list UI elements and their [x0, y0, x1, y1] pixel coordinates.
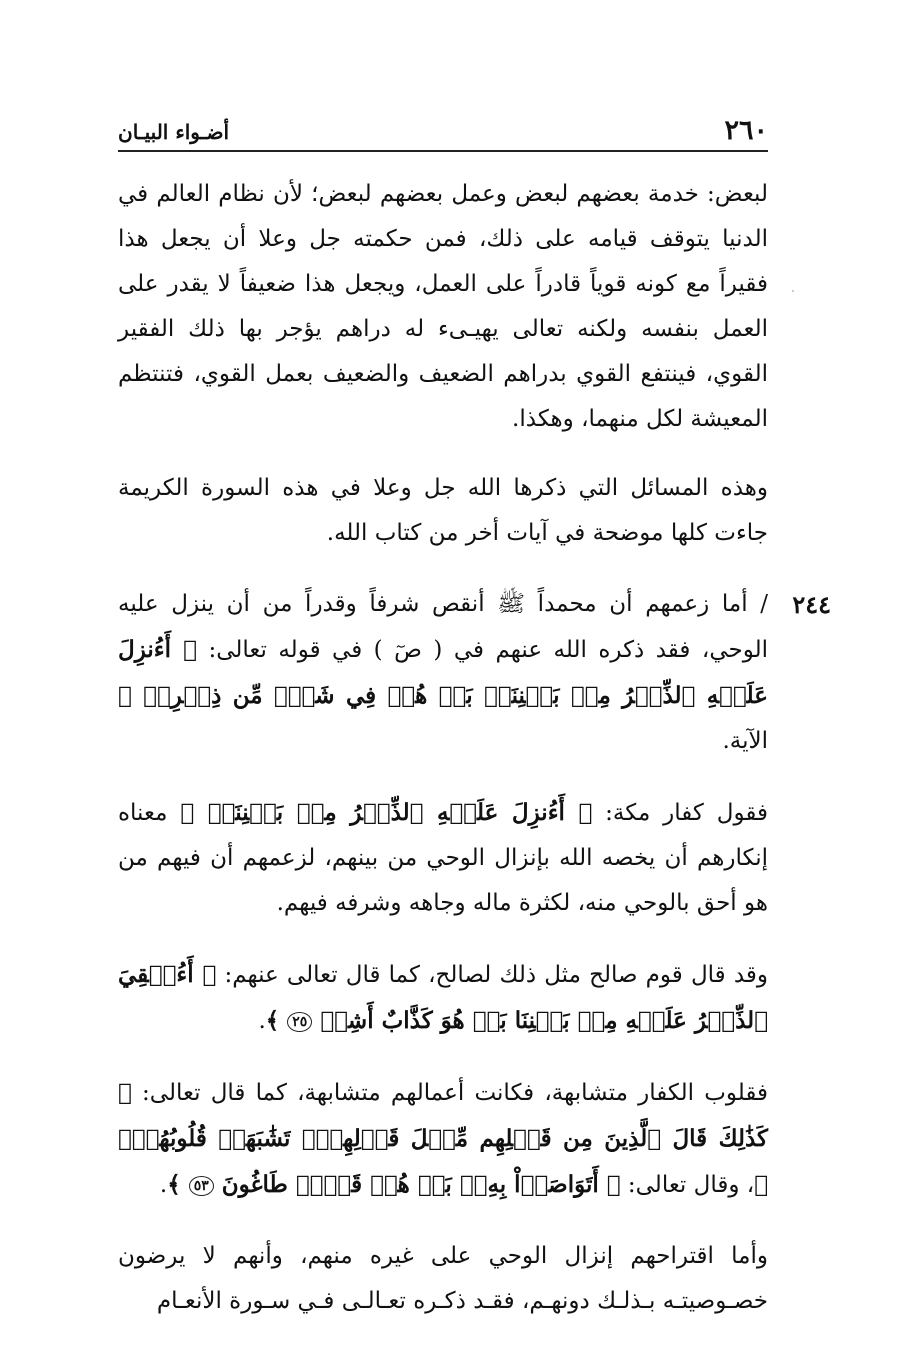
paragraph-text: فقول كفار مكة:	[592, 800, 768, 826]
paragraph-text: معناه إنكارهم أن يخصه الله بإنزال الوحي من بينهم، لزعمهم أن فيهم من هو أحق بالوحي منه، لكثرة ماله وجاهه وشرفه فيهم.	[118, 800, 768, 916]
paragraph-3	[118, 582, 831, 764]
quran-verse-close: ﴾	[167, 1171, 189, 1198]
paragraph-5	[118, 952, 768, 1044]
quran-verse	[167, 1171, 620, 1198]
page-header	[118, 106, 768, 152]
paragraph-text: وقد قال قوم صالح مثل ذلك لصالح، كما قال تعالى عنهم:	[216, 962, 768, 988]
page-number: ٢٦٠	[724, 115, 768, 146]
paragraph-2	[118, 466, 768, 556]
running-title: أضـواء البيـان	[118, 120, 230, 144]
paragraph-7	[118, 1234, 768, 1324]
paragraph-text: / أما زعمهم أن محمداً ﷺ أنقص شرفاً وقدراً من أن ينزل عليه الوحي، فقد ذكره الله عنهم في ( صٓ ) في قوله تعالى:	[118, 591, 768, 663]
paragraph-1	[118, 172, 768, 442]
quran-verse: ﴿ كَذَٰلِكَ قَالَ ٱلَّذِينَ مِن قَبۡلِهِم مِّثۡلَ قَوۡلِهِمۡۘ تَشَٰبَهَتۡ قُلُوبُهُمۡۗ ﴾	[118, 1079, 768, 1198]
quran-verse: ﴿ أَءُنزِلَ عَلَيۡهِ ٱلذِّكۡرُ مِنۢ بَيۡنِنَاۚ بَلۡ هُمۡ فِي شَكّٖ مِّن ذِكۡرِيۚ ﴾	[118, 636, 768, 709]
paragraph-text: .	[258, 1008, 266, 1034]
scan-speck	[792, 290, 794, 292]
paragraph-6	[118, 1070, 768, 1208]
quran-verse: ﴿ أَءُنزِلَ عَلَيۡهِ ٱلذِّكۡرُ مِنۢ بَيۡنِنَاۚ ﴾	[180, 799, 593, 826]
paragraph-text: لبعض: خدمة بعضهم لبعض وعمل بعضهم لبعض؛ لأن نظام العالم في الدنيا يتوقف قيامه على ذلك، فمن حكمته جل وعلا أن يجعل هذا فقيراً مع كونه قوياً قادراً على العمل، ويجعل هذا ضعيفاً لا يقدر على العمل بنفسه ولكنه تعالى يهيـىء له دراهم يؤجر بها ذلك الفقير القوي، فينتفع القوي بدراهم الضعيف والضعيف بعمل القوي، فتنتظم المعيشة لكل منهما، وهكذا.	[118, 181, 768, 432]
paragraph-text: وهذه المسائل التي ذكرها الله جل وعلا في هذه السورة الكريمة جاءت كلها موضحة في آيات أخر من كتاب الله.	[118, 475, 768, 546]
page-body	[118, 172, 831, 1350]
verse-number-marker: ٢٥	[287, 1012, 312, 1032]
quran-verse-text: ﴿ أَتَوَاصَوۡاْ بِهِۦۚ بَلۡ هُمۡ قَوۡمٞ طَاغُونَ	[221, 1171, 621, 1198]
paragraph-text: وأما اقتراحهم إنزال الوحي على غيره منهم، وأنهم لا يرضون خصـوصيتـه بـذلـك دونهـم، فقـد ذكـره تعـالـى فـي سـورة الأنعـام	[118, 1243, 768, 1314]
quran-verse-close: ﴾	[265, 1007, 288, 1034]
paragraph-text: .	[159, 1172, 168, 1198]
paragraph-4	[118, 790, 768, 926]
verse-number-marker: ٥٣	[189, 1176, 214, 1196]
margin-page-number: ٢٤٤	[792, 590, 831, 619]
paragraph-text: ، وقال تعالى:	[620, 1172, 755, 1198]
paragraph-text: الآية.	[722, 728, 768, 754]
paragraph-text: فقلوب الكفار متشابهة، فكانت أعمالهم متشابهة، كما قال تعالى:	[131, 1080, 768, 1106]
quran-verse-text: ﴿ أَءُلۡقِيَ ٱلذِّكۡرُ عَلَيۡهِ مِنۢ بَيۡنِنَا بَلۡ هُوَ كَذَّابٌ أَشِرٞ	[118, 961, 768, 1034]
